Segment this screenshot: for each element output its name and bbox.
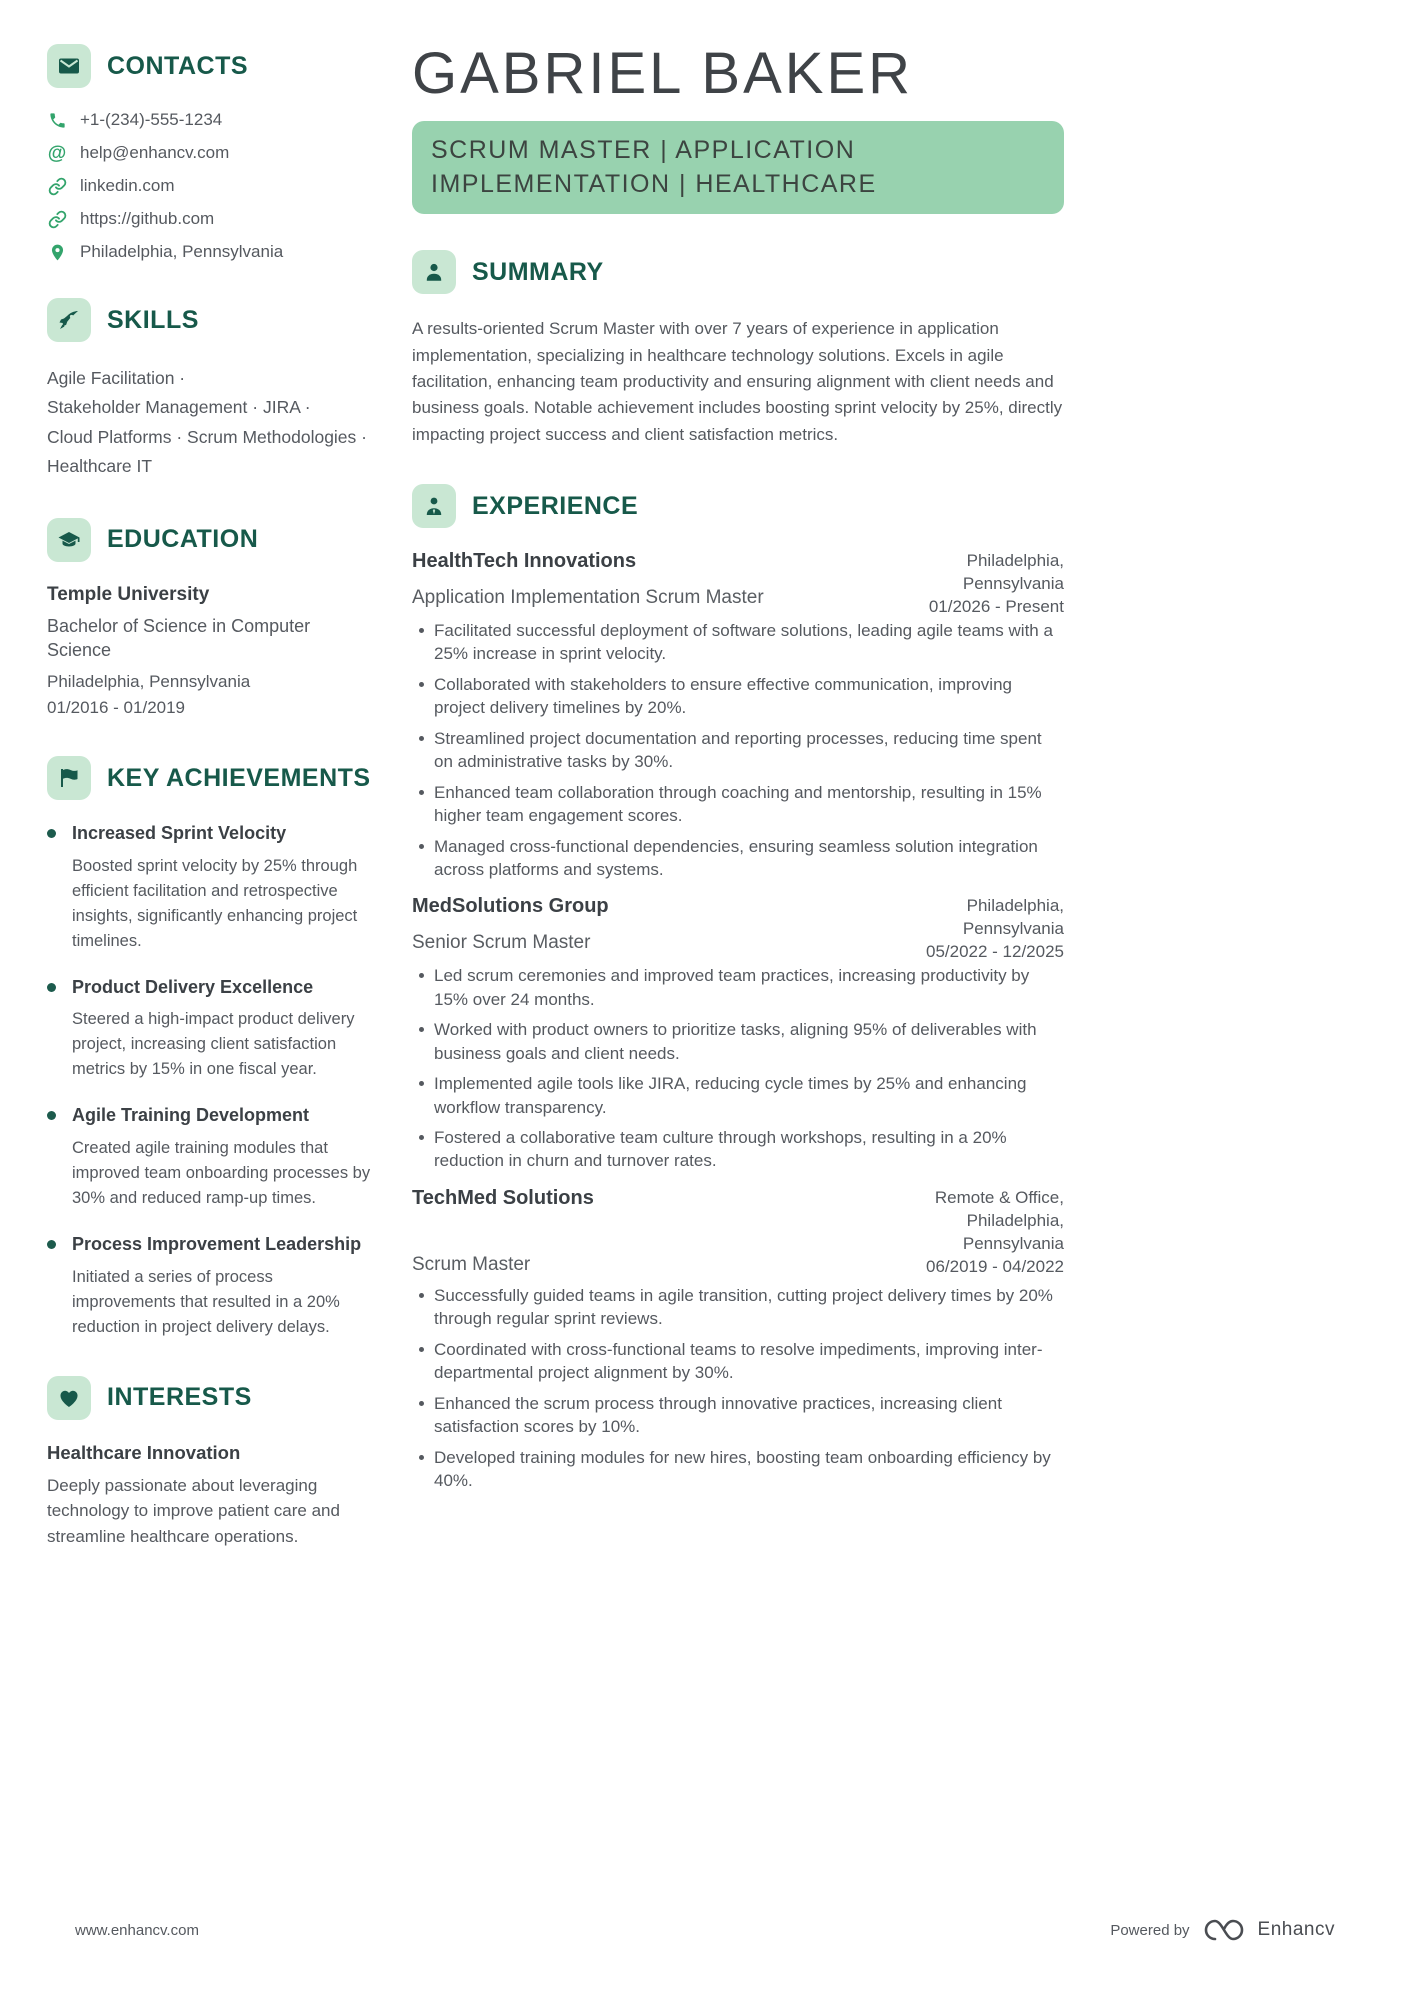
contact-list — [47, 110, 377, 262]
job-role: Senior Scrum Master — [412, 932, 591, 954]
achievement-item — [47, 1233, 377, 1340]
candidate-name: GABRIEL BAKER — [412, 41, 914, 106]
education-dates: 01/2016 - 01/2019 — [47, 697, 186, 717]
job-entry — [412, 895, 1064, 1172]
footer-brand-group — [1110, 1917, 1335, 1943]
company-name: MedSolutions Group — [412, 895, 609, 918]
achievement-item — [47, 822, 377, 954]
education-entry — [47, 584, 377, 721]
contact-github[interactable] — [47, 209, 377, 229]
job-dates: 06/2019 - 04/2022 — [925, 1256, 1064, 1276]
job-dates: 01/2026 - Present — [928, 596, 1064, 616]
location-icon — [47, 242, 67, 262]
envelope-icon — [47, 44, 91, 88]
contact-email[interactable] — [47, 143, 377, 163]
summary-header — [412, 250, 1064, 294]
achievement-title: Product Delivery Excellence — [72, 976, 314, 997]
job-top — [412, 1187, 1064, 1284]
job-bullets — [412, 619, 1064, 882]
achievement-item — [47, 976, 377, 1083]
achievement-item — [47, 1104, 377, 1211]
job-bullet: Coordinated with cross-functional teams to resolve impediments, improving inter-departmental project alignment by 30%. — [412, 1338, 1064, 1385]
flag-icon — [47, 756, 91, 800]
company-name: HealthTech Innovations — [412, 550, 637, 573]
interests-section — [47, 1376, 377, 1550]
job-bullet: Collaborated with stakeholders to ensure effective communication, improving project delivery timelines by 20%. — [412, 673, 1064, 720]
job-dates: 05/2022 - 12/2025 — [925, 942, 1064, 962]
skills-line: Agile Facilitation · — [47, 368, 186, 388]
summary-text: A results-oriented Scrum Master with over 7 years of experience in application implementation, specializing in healthcare technology solutions. Excels in agile facilitation, enhancing team productivity and ensuring alignment with client needs and business goals. Notable achievement includes boosting sprint velocity by 25%, directly impacting project success and client satisfaction metrics. — [412, 319, 1063, 444]
skills-line: Stakeholder Management · JIRA · — [47, 397, 311, 418]
rocket-icon — [47, 298, 91, 342]
job-role: Scrum Master — [412, 1253, 531, 1275]
contact-text: +1-(234)-555-1234 — [80, 110, 223, 129]
achievement-text: Boosted sprint velocity by 25% through efficient facilitation and retrospective insights, significantly enhancing project timelines. — [72, 856, 358, 950]
job-entry — [412, 550, 1064, 881]
achievement-title: Process Improvement Leadership — [72, 1234, 362, 1255]
contact-location — [47, 242, 377, 262]
interests-header — [47, 1376, 377, 1420]
contacts-header — [47, 44, 377, 88]
achievements-section — [47, 756, 377, 1340]
contacts-title: CONTACTS — [107, 51, 249, 80]
job-bullet: Facilitated successful deployment of software solutions, leading agile teams with a 25% increase in sprint velocity. — [412, 619, 1064, 666]
job-bullet: Led scrum ceremonies and improved team practices, increasing productivity by 15% over 24 months. — [412, 964, 1064, 1011]
job-meta — [904, 550, 1064, 619]
bullet-dot — [47, 829, 56, 838]
skills-section — [47, 298, 377, 482]
job-title-badge: SCRUM MASTER | APPLICATION IMPLEMENTATION | HEALTHCARE — [412, 121, 1064, 215]
job-meta — [904, 1187, 1064, 1279]
contact-linkedin[interactable] — [47, 176, 377, 196]
education-location: Philadelphia, Pennsylvania — [47, 672, 251, 692]
achievement-title: Increased Sprint Velocity — [72, 823, 287, 844]
job-bullets — [412, 964, 1064, 1173]
footer — [75, 1917, 1335, 1943]
job-top — [412, 550, 1064, 619]
graduation-cap-icon — [47, 518, 91, 562]
main-column — [412, 41, 1064, 1585]
experience-section — [412, 484, 1064, 1492]
powered-by-label: Powered by — [1110, 1921, 1190, 1939]
experience-title: EXPERIENCE — [472, 491, 639, 520]
job-bullet: Successfully guided teams in agile transition, cutting project delivery times by 20% through regular sprint reviews. — [412, 1284, 1064, 1331]
degree: Bachelor of Science in Computer Science — [47, 615, 311, 660]
job-left — [412, 550, 764, 617]
sidebar — [47, 44, 377, 1585]
job-role: Application Implementation Scrum Master — [412, 587, 764, 609]
job-bullets — [412, 1284, 1064, 1493]
bullet-dot — [47, 1111, 56, 1120]
contact-text: linkedin.com — [80, 176, 175, 195]
heart-icon — [47, 1376, 91, 1420]
achievements-title: KEY ACHIEVEMENTS — [107, 763, 371, 792]
job-entry — [412, 1187, 1064, 1493]
interests-title: INTERESTS — [107, 1383, 252, 1412]
education-title: EDUCATION — [107, 525, 259, 554]
link-icon — [47, 209, 67, 229]
footer-website[interactable]: www.enhancv.com — [75, 1921, 199, 1939]
job-bullet: Worked with product owners to prioritize tasks, aligning 95% of deliverables with business goals and client needs. — [412, 1018, 1064, 1065]
at-icon: @ — [47, 142, 67, 164]
job-left — [412, 1187, 594, 1284]
skills-title: SKILLS — [107, 305, 199, 334]
job-location: Remote & Office, Philadelphia, Pennsylvania — [934, 1187, 1064, 1253]
school-name: Temple University — [47, 583, 210, 605]
achievement-title: Agile Training Development — [72, 1105, 310, 1126]
achievement-text: Initiated a series of process improvements that resulted in a 20% reduction in project delivery delays. — [72, 1267, 340, 1336]
achievements-header — [47, 756, 377, 800]
contact-text: https://github.com — [80, 209, 215, 228]
contacts-section — [47, 44, 377, 262]
interest-text: Deeply passionate about leveraging technology to improve patient care and streamline healthcare operations. — [47, 1475, 340, 1546]
company-name: TechMed Solutions — [412, 1186, 594, 1209]
link-icon — [47, 176, 67, 196]
enhancv-logo-icon[interactable] — [1202, 1917, 1246, 1943]
phone-icon — [47, 110, 67, 130]
interest-title: Healthcare Innovation — [47, 1441, 241, 1463]
skills-header — [47, 298, 377, 342]
job-bullet: Implemented agile tools like JIRA, reducing cycle times by 25% and enhancing workflow transparency. — [412, 1072, 1064, 1119]
job-top — [412, 895, 1064, 964]
contact-text: help@enhancv.com — [80, 143, 230, 162]
job-bullet: Managed cross-functional dependencies, ensuring seamless solution integration across platforms and systems. — [412, 835, 1064, 882]
business-person-icon — [412, 484, 456, 528]
education-section — [47, 518, 377, 721]
experience-header — [412, 484, 1064, 528]
job-location: Philadelphia, Pennsylvania — [962, 896, 1064, 939]
job-bullet: Fostered a collaborative team culture through workshops, resulting in a 20% reduction in churn and turnover rates. — [412, 1126, 1064, 1173]
enhancv-brand-text[interactable]: Enhancv — [1257, 1919, 1335, 1940]
contact-phone[interactable] — [47, 110, 377, 130]
job-bullet: Enhanced team collaboration through coaching and mentorship, resulting in 15% higher team engagement scores. — [412, 781, 1064, 828]
contact-text: Philadelphia, Pennsylvania — [80, 242, 284, 261]
skills-list — [47, 364, 377, 482]
job-left — [412, 895, 609, 962]
skills-line: Healthcare IT — [47, 456, 153, 477]
bullet-dot — [47, 1240, 56, 1249]
achievement-text: Steered a high-impact product delivery project, increasing client satisfaction metrics by 15% in one fiscal year. — [72, 1010, 355, 1079]
summary-title: SUMMARY — [472, 257, 604, 286]
user-icon — [412, 250, 456, 294]
bullet-dot — [47, 983, 56, 992]
job-location: Philadelphia, Pennsylvania — [962, 551, 1064, 594]
job-bullet: Enhanced the scrum process through innovative practices, increasing client satisfaction scores by 10%. — [412, 1392, 1064, 1439]
job-bullet: Streamlined project documentation and reporting processes, reducing time spent on administrative tasks by 30%. — [412, 727, 1064, 774]
achievement-text: Created agile training modules that improved team onboarding processes by 30% and reduced ramp-up times. — [72, 1138, 371, 1208]
summary-section — [412, 250, 1064, 448]
job-meta — [904, 895, 1064, 964]
education-header — [47, 518, 377, 562]
job-bullet: Developed training modules for new hires, boosting team onboarding efficiency by 40%. — [412, 1446, 1064, 1493]
interest-item — [47, 1442, 377, 1550]
skills-line: Cloud Platforms · Scrum Methodologies · — [47, 426, 367, 447]
